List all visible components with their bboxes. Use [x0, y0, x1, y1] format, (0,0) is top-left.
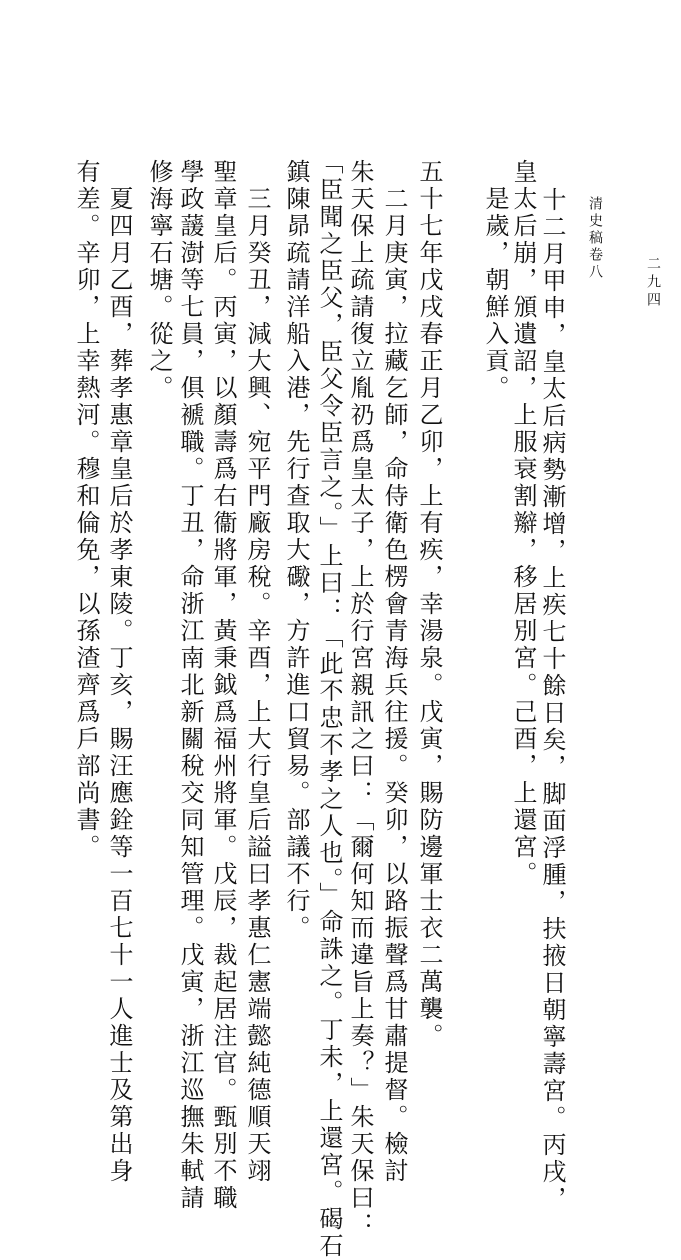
- text-line: 夏四月乙酉，葬孝惠章皇后於孝東陵。丁亥，賜汪應銓等一百七十一人進士及第出身: [105, 186, 133, 1185]
- book-title: 清史稿卷八: [587, 196, 603, 281]
- text-line: 有差。辛卯，上幸熱河。穆和倫免，以孫渣齊爲戶部尚書。: [72, 159, 100, 861]
- text-line: 修海寧石塘。從之。: [145, 159, 173, 402]
- text-line: 學政蘐澍等七員，俱褫職。丁丑，命浙江南北新關稅交同知管理。戊寅，浙江巡撫朱軾請: [176, 159, 204, 1212]
- text-line: 二月庚寅，拉藏乞師，命侍衛色楞會青海兵往援。癸卯，以路振聲爲甘肅提督。檢討: [380, 186, 408, 1185]
- text-line: 「臣聞之臣父，臣父令臣言之。」上曰：「此不忠不孝之人也。」命誅之。丁未，上還宮。碣石: [315, 150, 343, 1260]
- text-line: 鎮陳昴疏請洋船入港，先行查取大礮，方許進口貿易。部議不行。: [282, 159, 310, 942]
- text-line: 是歲，朝鮮入貢。: [481, 186, 509, 402]
- text-line: 皇太后崩，頒遺詔，上服衰割辮，移居別宮。己酉，上還宮。: [509, 159, 537, 888]
- text-line: 十二月甲申，皇太后病勢漸增，上疾七十餘日矣，脚面浮腫，扶掖日朝寧壽宮。丙戌，: [538, 187, 566, 1213]
- page-number: 二九四: [645, 256, 661, 310]
- text-line: 五十七年戊戌春正月乙卯，上有疾，幸湯泉。戊寅，賜防邊軍士衣二萬襲。: [415, 159, 443, 1050]
- text-line: 朱天保上疏請復立胤礽爲皇太子，上於行宮親訊之曰：「爾何知而違旨上奏？」朱天保曰：: [346, 159, 374, 1239]
- text-line: 三月癸丑，減大興、宛平門廠房稅。辛酉，上大行皇后謚曰孝惠仁憲端懿純德順天翊: [243, 186, 271, 1185]
- text-line: 聖章皇后。丙寅，以顏壽爲右衞將軍，黃秉鉞爲福州將軍。戊辰，裁起居注官。甄別不職: [209, 159, 237, 1212]
